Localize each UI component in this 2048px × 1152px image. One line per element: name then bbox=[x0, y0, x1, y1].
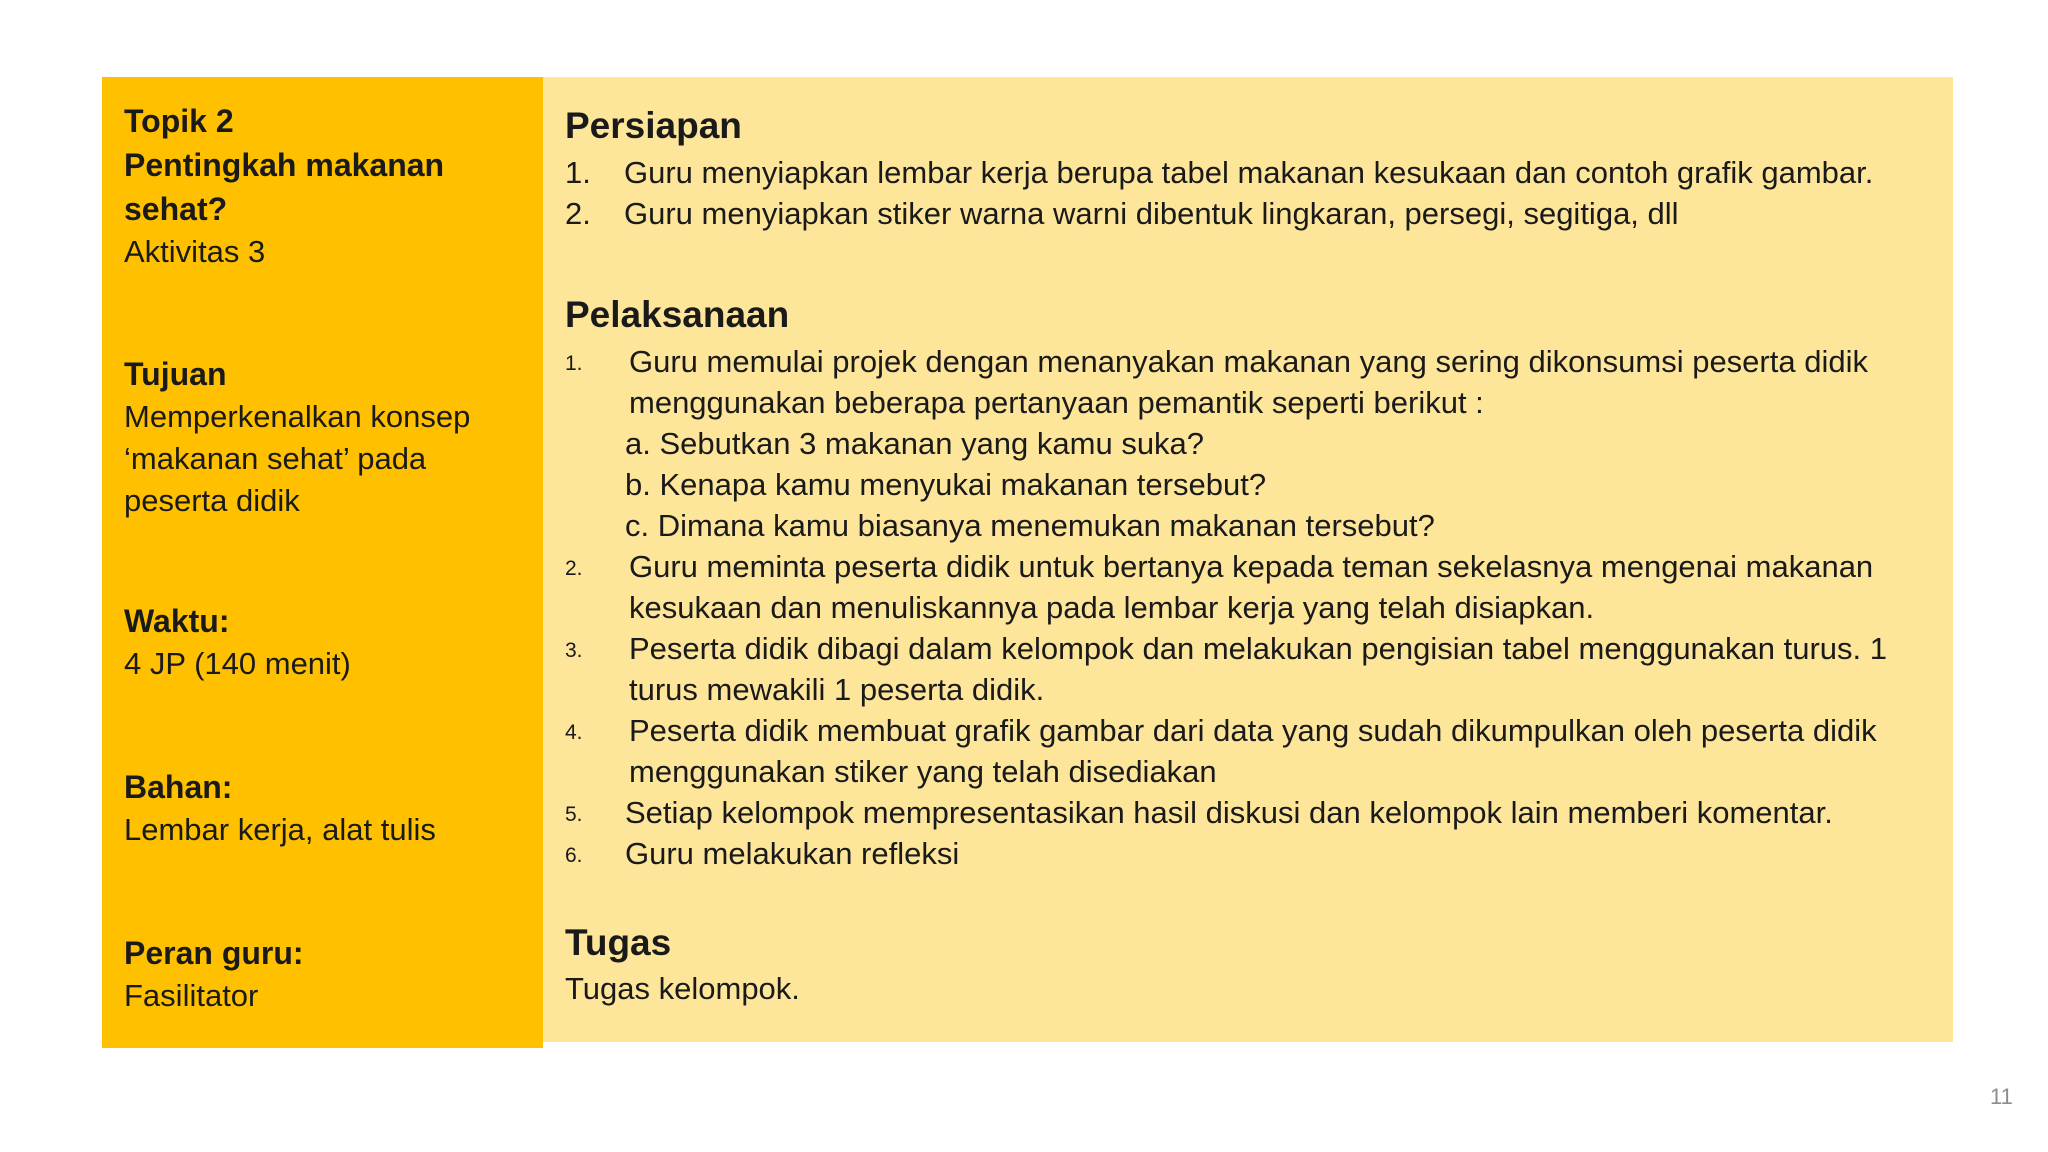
preparation-list bbox=[565, 152, 1935, 234]
list-text-line2: menggunakan stiker yang telah disediakan bbox=[629, 754, 1217, 789]
topic-label: Topik 2 bbox=[124, 103, 234, 139]
list-text-line2: kesukaan dan menuliskannya pada lembar kerja yang telah disiapkan. bbox=[629, 590, 1595, 625]
list-text-line1: Peserta didik dibagi dalam kelompok dan melakukan pengisian tabel menggunakan turus. 1 bbox=[629, 631, 1888, 666]
role-block bbox=[124, 931, 524, 1017]
role-heading: Peran guru: bbox=[124, 935, 304, 971]
list-item bbox=[565, 792, 1935, 833]
goal-heading: Tujuan bbox=[124, 356, 227, 392]
list-number: 2. bbox=[565, 557, 583, 580]
preparation-title: Persiapan bbox=[565, 105, 742, 146]
implementation-list bbox=[565, 341, 1935, 874]
materials-heading: Bahan: bbox=[124, 769, 233, 805]
goal-text-line1: Memperkenalkan konsep bbox=[124, 399, 471, 434]
materials-block bbox=[124, 765, 524, 851]
implementation-title: Pelaksanaan bbox=[565, 294, 790, 335]
list-text-line1: Guru memulai projek dengan menanyakan makanan yang sering dikonsumsi peserta didik bbox=[629, 344, 1868, 379]
list-text-line1: Guru meminta peserta didik untuk bertanya kepada teman sekelasnya mengenai makanan bbox=[629, 549, 1874, 584]
list-item bbox=[565, 833, 1935, 874]
list-number: 6. bbox=[565, 844, 583, 867]
sidebar-panel bbox=[102, 77, 543, 1048]
list-item bbox=[565, 628, 1935, 710]
sub-question: b. Kenapa kamu menyukai makanan tersebut? bbox=[625, 467, 1267, 502]
content-panel bbox=[543, 77, 1953, 1042]
topic-block bbox=[124, 99, 524, 273]
activity-label: Aktivitas 3 bbox=[124, 234, 266, 269]
list-item bbox=[565, 710, 1935, 792]
list-number: 1. bbox=[565, 155, 591, 190]
task-title: Tugas bbox=[565, 922, 672, 963]
list-text-line1: Setiap kelompok mempresentasikan hasil diskusi dan kelompok lain memberi komentar. bbox=[625, 795, 1833, 830]
time-block bbox=[124, 599, 524, 685]
list-item bbox=[565, 341, 1935, 423]
list-text-line1: Guru melakukan refleksi bbox=[625, 836, 960, 871]
topic-question-line2: sehat? bbox=[124, 191, 228, 227]
list-text-line1: Peserta didik membuat grafik gambar dari data yang sudah dikumpulkan oleh peserta didik bbox=[629, 713, 1877, 748]
list-item bbox=[565, 546, 1935, 628]
topic-question-line1: Pentingkah makanan bbox=[124, 147, 445, 183]
goal-block bbox=[124, 352, 524, 522]
list-text-line2: turus mewakili 1 peserta didik. bbox=[629, 672, 1045, 707]
list-item bbox=[565, 193, 1935, 234]
list-number: 2. bbox=[565, 196, 591, 231]
role-value: Fasilitator bbox=[124, 978, 259, 1013]
list-number: 5. bbox=[565, 803, 583, 826]
list-text: Guru menyiapkan stiker warna warni dibentuk lingkaran, persegi, segitiga, dll bbox=[624, 196, 1679, 231]
goal-text-line2: ‘makanan sehat’ pada bbox=[124, 441, 427, 476]
list-text: Guru menyiapkan lembar kerja berupa tabel makanan kesukaan dan contoh grafik gambar. bbox=[624, 155, 1874, 190]
time-heading: Waktu: bbox=[124, 603, 230, 639]
materials-value: Lembar kerja, alat tulis bbox=[124, 812, 436, 847]
list-item bbox=[565, 152, 1935, 193]
goal-text-line3: peserta didik bbox=[124, 483, 300, 518]
time-value: 4 JP (140 menit) bbox=[124, 646, 351, 681]
sub-question: a. Sebutkan 3 makanan yang kamu suka? bbox=[625, 426, 1205, 461]
list-text-line2: menggunakan beberapa pertanyaan pemantik seperti berikut : bbox=[629, 385, 1484, 420]
list-number: 3. bbox=[565, 639, 583, 662]
page-number: 11 bbox=[1990, 1084, 2013, 1109]
list-number: 4. bbox=[565, 721, 583, 744]
task-text: Tugas kelompok. bbox=[565, 971, 800, 1006]
list-number: 1. bbox=[565, 352, 583, 375]
sub-question: c. Dimana kamu biasanya menemukan makanan tersebut? bbox=[625, 508, 1435, 543]
